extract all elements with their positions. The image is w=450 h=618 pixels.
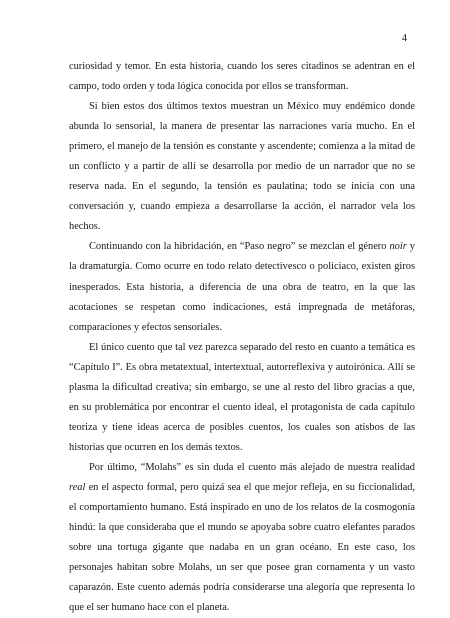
page-number: 4 <box>401 33 407 44</box>
paragraph-text: curiosidad y temor. En esta historia, cuando los seres citadinos se adentran en el campo, todo orden y toda lógica conocida por ellos se transforman. <box>69 61 415 93</box>
paragraph-text: Continuando con la hibridación, en “Paso negro” se mezclan el género <box>89 241 390 253</box>
paragraph-text: Si bien estos dos últimos textos muestran un México muy endémico donde abunda lo sensorial, la manera de presentar las narraciones varía mucho. En el primero, el manejo de la tensión es constante y ascendente; comienza a la mitad de un conflicto y a partir de allí se desarrolla por medio de un narrador que no se reserva nada. En el segundo, la tensión es paulatina; todo se inicia con una conversación y, cuando empieza a desarrollarse la acción, el narrador vela los hechos. <box>69 101 415 233</box>
paragraph-text: y la dramaturgia. Como ocurre en todo relato detectivesco o policiaco, existen giros inesperados. Esta historia, a diferencia de una obra de teatro, en la que las acotaciones se respetan como indicaciones, está impregnada de metáforas, comparaciones y efectos sensoriales. <box>69 241 415 333</box>
paragraph <box>69 338 415 458</box>
body-text <box>69 57 415 618</box>
paragraph <box>69 237 415 337</box>
italic-term: real <box>69 481 86 493</box>
paragraph <box>69 458 415 618</box>
paragraph-text: El único cuento que tal vez parezca separado del resto en cuanto a temática es “Capítulo I”. Es obra metatextual, intertextual, autorreflexiva y autoirónica. Allí se plasma la dificultad creativa; sin embargo, se une al resto del libro gracias a que, en su problemática por encontrar el cuento ideal, el protagonista de cada capítulo teoriza y tiene ideas acerca de posibles cuentos, los cuales son atisbos de las historias que ocurren en los demás textos. <box>69 341 415 453</box>
paragraph-text: en el aspecto formal, pero quizá sea el que mejor refleja, en su ficcionalidad, el comportamiento humano. Está inspirado en uno de los relatos de la cosmogonía hindú: la que consideraba que el mundo se apoyaba sobre cuatro elefantes parados sobre una tortuga gigante que nadaba en un gran océano. En este caso, los personajes habitan sobre Molahs, un ser que posee gran cornamenta y un vasto caparazón. Este cuento además podría considerarse una alegoría que representa lo que el ser humano hace con el planeta. <box>69 481 415 614</box>
paragraph <box>69 97 415 237</box>
paragraph <box>69 57 415 97</box>
paragraph-text: Por último, “Molahs” es sin duda el cuento más alejado de nuestra realidad <box>89 461 415 473</box>
italic-term: noir <box>389 241 407 253</box>
